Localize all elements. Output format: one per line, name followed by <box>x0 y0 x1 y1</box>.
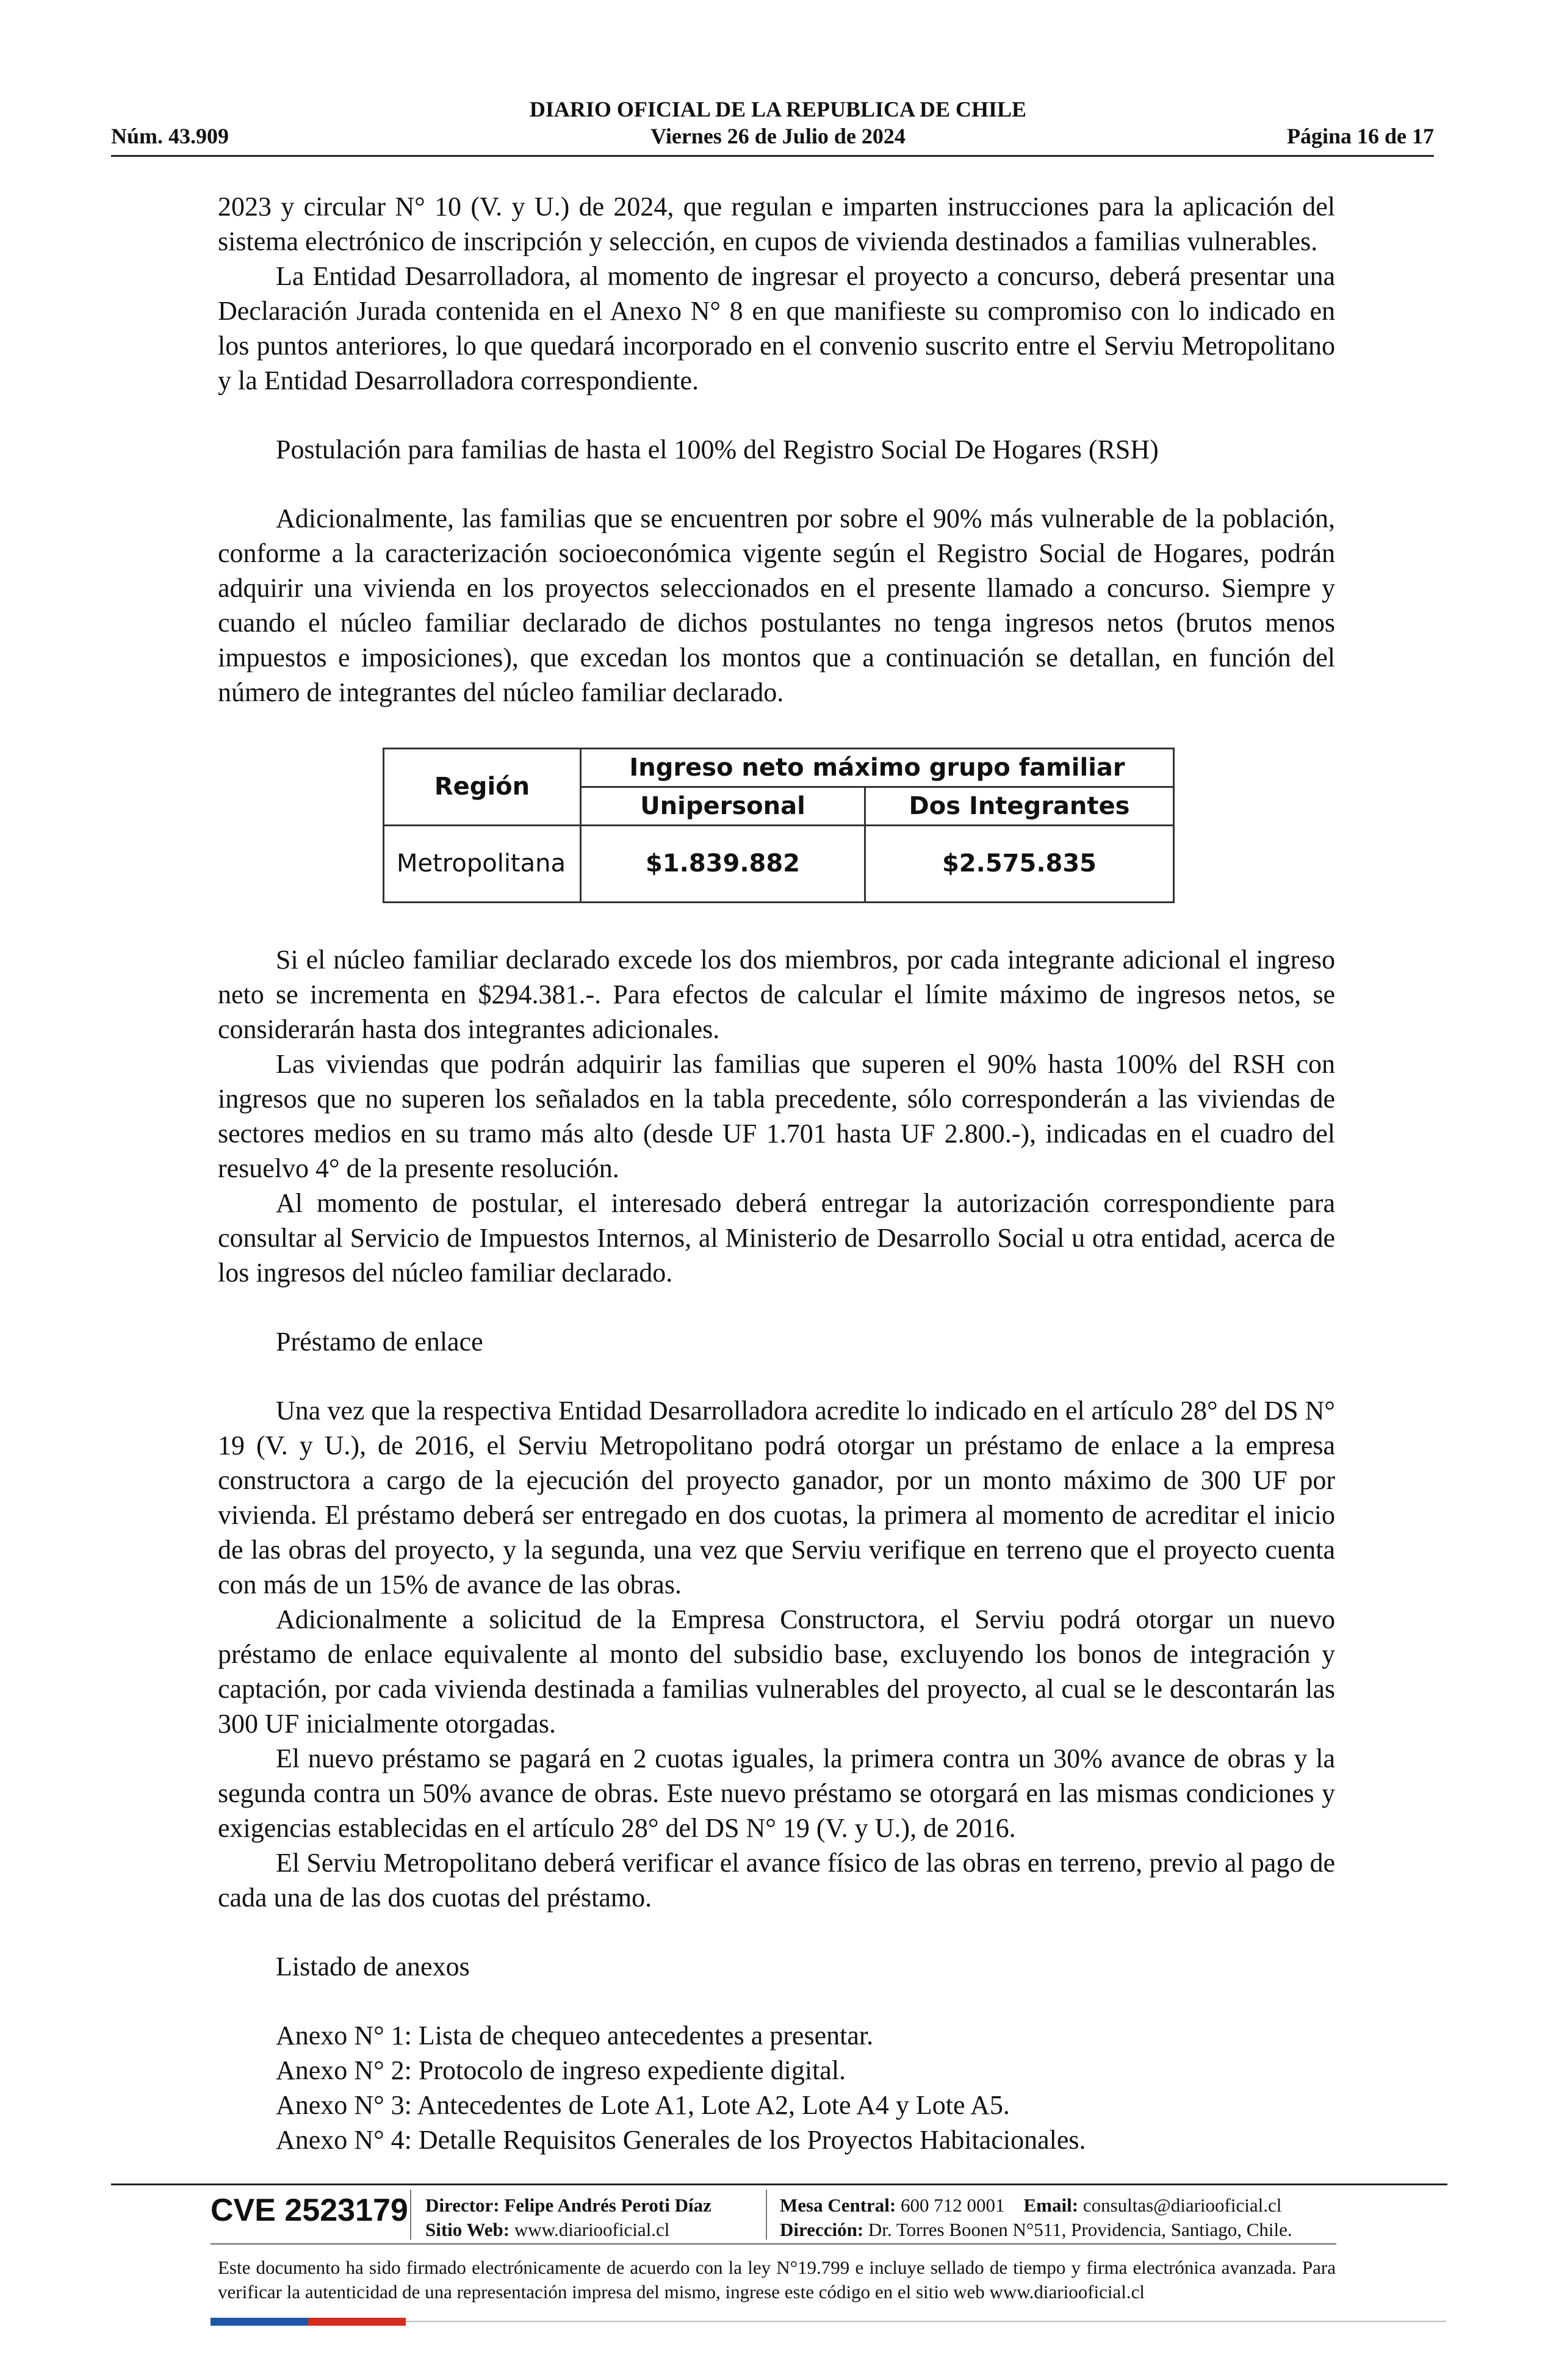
footer-separator <box>410 2190 411 2240</box>
web-link[interactable]: www.diariooficial.cl <box>514 2219 670 2240</box>
paragraph: El nuevo préstamo se pagará en 2 cuotas iguales, la primera contra un 30% avance de obras y la segunda contra un 50% avance de obras. Este nuevo préstamo se otorgará en las mismas condiciones y exigencias establecidas en el artículo 28° del DS N° 19 (V. y U.), de 2016. <box>218 1744 1335 1843</box>
footer-director-block <box>425 2193 711 2242</box>
section-heading: Préstamo de enlace <box>276 1327 483 1357</box>
cve-code: CVE 2523179 <box>211 2193 408 2228</box>
address-value: Dr. Torres Boonen N°511, Providencia, Santiago, Chile. <box>868 2219 1292 2240</box>
footer-divider <box>111 2183 1447 2185</box>
paragraph: El Serviu Metropolitano deberá verificar el avance físico de las obras en terreno, previo al pago de cada una de las dos cuotas del préstamo. <box>218 1848 1335 1913</box>
issue-number: Núm. 43.909 <box>111 124 229 148</box>
publication-title: DIARIO OFICIAL DE LA REPUBLICA DE CHILE <box>529 97 1027 121</box>
list-item: Anexo N° 2: Protocolo de ingreso expediente digital. <box>276 2055 846 2085</box>
flag-blue-segment <box>211 2318 308 2326</box>
paragraph: Si el núcleo familiar declarado excede los dos miembros, por cada integrante adicional el ingreso neto se incrementa en $294.381.-. Para efectos de calcular el límite máximo de ingresos netos, se considerarán hasta dos integrantes adicionales. <box>218 945 1335 1044</box>
table-header-dos-integrantes: Dos Integrantes <box>865 787 1174 826</box>
flag-red-segment <box>308 2318 406 2326</box>
paragraph: Adicionalmente, las familias que se encuentren por sobre el 90% más vulnerable de la población, conforme a la caracterización socioeconómica vigente según el Registro Social de Hogares, podrán adquirir una vivienda en los proyectos seleccionados en el presente llamado a concurso. Siempre y cuando el núcleo familiar declarado de dichos postulantes no tenga ingresos netos (brutos menos impuestos e imposiciones), que excedan los montos que a continuación se detallan, en función del número de integrantes del núcleo familiar declarado. <box>218 503 1335 707</box>
table-cell-region: Metropolitana <box>384 826 581 903</box>
paragraph: Al momento de postular, el interesado deberá entregar la autorización correspondiente para consultar al Servicio de Impuestos Internos, al Ministerio de Desarrollo Social u otra entidad, acerca de los ingresos del núcleo familiar declarado. <box>218 1188 1335 1288</box>
flag-bar <box>211 2318 406 2326</box>
mesa-label: Mesa Central: <box>780 2194 896 2216</box>
director-name: Felipe Andrés Peroti Díaz <box>504 2194 711 2216</box>
page-number: Página 16 de 17 <box>1286 124 1434 148</box>
table-header-region: Región <box>384 749 581 826</box>
footer-contact-block <box>780 2193 1292 2242</box>
web-label: Sitio Web: <box>425 2219 510 2240</box>
document-body <box>218 189 1335 2157</box>
footer-bottom-line <box>406 2321 1446 2322</box>
paragraph: Una vez que la respectiva Entidad Desarrolladora acredite lo indicado en el artículo 28° del DS N° 19 (V. y U.), de 2016, el Serviu Metropolitano podrá otorgar un préstamo de enlace a la empresa constructora a cargo de la ejecución del proyecto ganador, por un monto máximo de 300 UF por vivienda. El préstamo deberá ser entregado en dos cuotas, la primera al momento de acreditar el inicio de las obras del proyecto, y la segunda, una vez que Serviu verifique en terreno que el proyecto cuenta con más de un 15% de avance de las obras. <box>218 1396 1335 1599</box>
list-item: Anexo N° 1: Lista de chequeo antecedentes a presentar. <box>276 2021 874 2050</box>
table-header-group: Ingreso neto máximo grupo familiar <box>581 749 1174 787</box>
email-label: Email: <box>1023 2194 1079 2216</box>
signature-note: Este documento ha sido firmado electrónicamente de acuerdo con la ley N°19.799 e incluye sellado de tiempo y firma electrónica avanzada. Para verificar la autenticidad de una representación impresa del mismo, ingrese este código en el sitio web www.diariooficial.cl <box>218 2257 1336 2302</box>
address-label: Dirección: <box>780 2219 864 2240</box>
director-label: Director: <box>425 2194 500 2216</box>
table-row <box>384 826 1174 903</box>
list-item: Anexo N° 3: Antecedentes de Lote A1, Lote A2, Lote A4 y Lote A5. <box>276 2090 1010 2120</box>
email-link[interactable]: consultas@diariooficial.cl <box>1082 2194 1282 2216</box>
footer-divider <box>211 2243 1336 2245</box>
list-item: Anexo N° 4: Detalle Requisitos Generales de los Proyectos Habitacionales. <box>276 2125 1086 2155</box>
paragraph: La Entidad Desarrolladora, al momento de ingresar el proyecto a concurso, deberá presentar una Declaración Jurada contenida en el Anexo N° 8 en que manifieste su compromiso con lo indicado en los puntos anteriores, lo que quedará incorporado en el convenio suscrito entre el Serviu Metropolitano y la Entidad Desarrolladora correspondiente. <box>218 261 1335 395</box>
paragraph: Las viviendas que podrán adquirir las familias que superen el 90% hasta 100% del RSH con ingresos que no superen los señalados en la tabla precedente, sólo corresponderán a las viviendas de sectores medios en su tramo más alto (desde UF 1.701 hasta UF 2.800.-), indicadas en el cuadro del resuelvo 4° de la presente resolución. <box>218 1049 1335 1183</box>
issue-date: Viernes 26 de Julio de 2024 <box>650 124 906 148</box>
table-cell-dos-integrantes: $2.575.835 <box>865 826 1174 903</box>
section-heading: Postulación para familias de hasta el 100% del Registro Social De Hogares (RSH) <box>276 435 1159 464</box>
table-cell-unipersonal: $1.839.882 <box>581 826 865 903</box>
mesa-phone: 600 712 0001 <box>901 2194 1005 2216</box>
header-divider <box>111 155 1434 157</box>
section-heading: Listado de anexos <box>276 1952 470 1982</box>
table-header-unipersonal: Unipersonal <box>581 787 865 826</box>
footer-separator <box>766 2190 767 2240</box>
paragraph: Adicionalmente a solicitud de la Empresa Constructora, el Serviu podrá otorgar un nuevo préstamo de enlace equivalente al monto del subsidio base, excluyendo los bonos de integración y captación, por cada vivienda destinada a familias vulnerables del proyecto, al cual se le descontarán las 300 UF inicialmente otorgadas. <box>218 1604 1335 1739</box>
paragraph: 2023 y circular N° 10 (V. y U.) de 2024, que regulan e imparten instrucciones para la aplicación del sistema electrónico de inscripción y selección, en cupos de vivienda destinados a familias vulnerables. <box>218 192 1335 256</box>
income-table <box>383 748 1175 903</box>
